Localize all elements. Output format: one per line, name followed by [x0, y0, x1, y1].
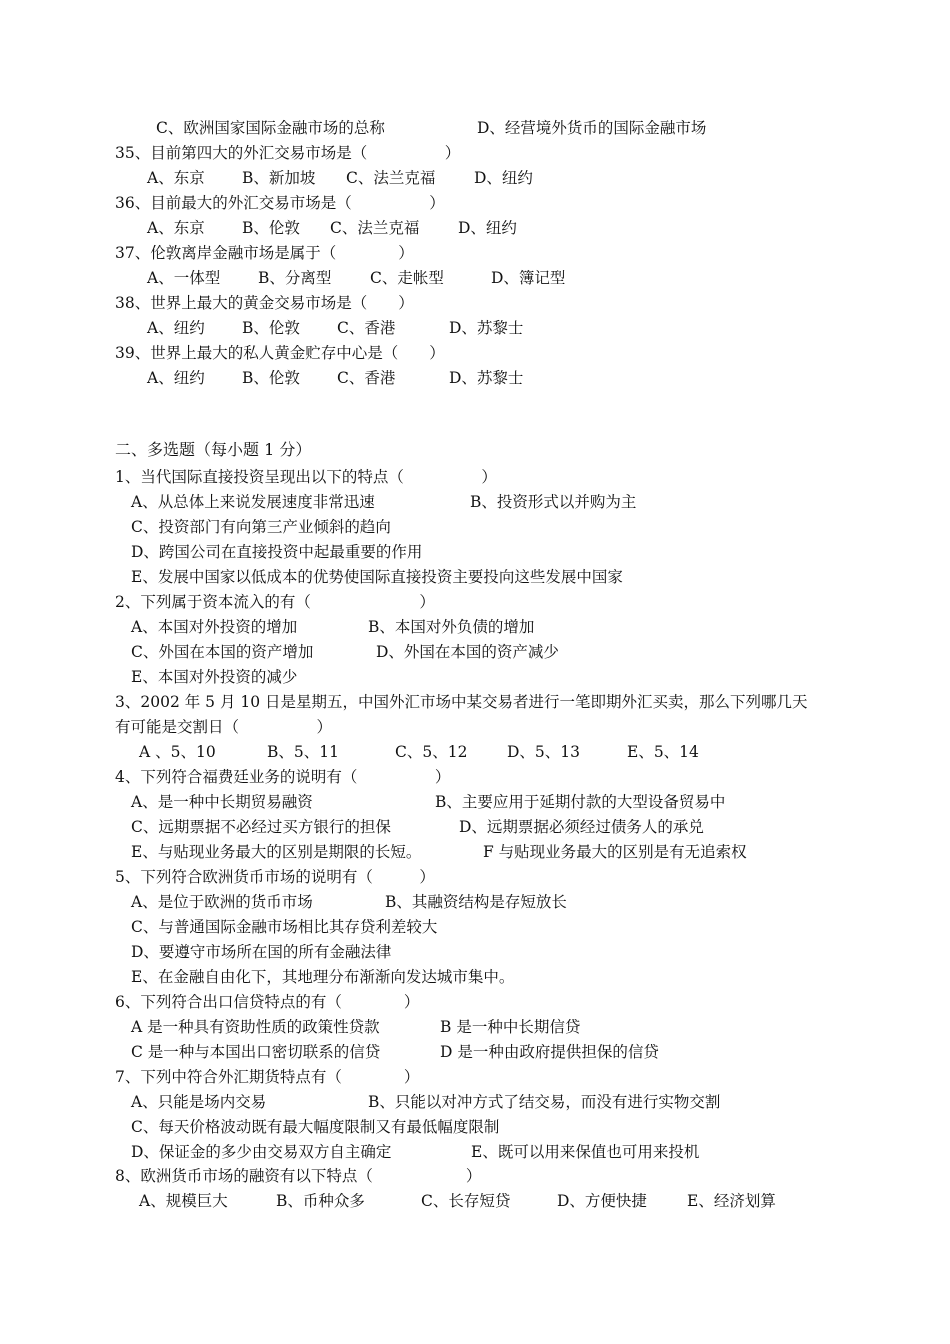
m6-option-b: B 是一种中长期信贷 [440, 1018, 581, 1036]
q34-option-d: D、经营境外货币的国际金融市场 [477, 119, 707, 137]
m7-option-a: A、只能是场内交易 [131, 1093, 267, 1111]
q35-option-a: A、东京 [147, 169, 205, 187]
m7-row-ab [0, 1092, 950, 1112]
m8-option-b: B、币种众多 [276, 1192, 365, 1210]
m2-option-e: E、本国对外投资的减少 [131, 668, 298, 686]
m4-row-ab [0, 792, 950, 812]
q37-option-d: D、簿记型 [491, 269, 566, 287]
q36-stem: 36、目前最大的外汇交易市场是（ ） [115, 194, 445, 212]
m7-stem: 7、下列中符合外汇期货特点有（ ） [115, 1068, 420, 1086]
q38-option-c: C、香港 [337, 319, 396, 337]
m8-stem: 8、欧洲货币市场的融资有以下特点（ ） [115, 1167, 482, 1185]
q39-stem: 39、世界上最大的私人黄金贮存中心是（ ） [115, 344, 445, 362]
m7-option-d: D、保证金的多少由交易双方自主确定 [131, 1143, 392, 1161]
m3-option-e: E、5、14 [627, 743, 699, 761]
m2-row-cd [0, 642, 950, 662]
m7-row-de [0, 1142, 950, 1162]
m2-stem: 2、下列属于资本流入的有（ ） [115, 593, 435, 611]
m7-option-c: C、每天价格波动既有最大幅度限制又有最低幅度限制 [131, 1118, 500, 1136]
q36-options-row [0, 218, 950, 238]
m2-option-c: C、外国在本国的资产增加 [131, 643, 314, 661]
m1-option-c: C、投资部门有向第三产业倾斜的趋向 [131, 518, 391, 536]
m4-row-ef [0, 842, 950, 862]
m6-stem: 6、下列符合出口信贷特点的有（ ） [115, 993, 420, 1011]
m1-option-e: E、发展中国家以低成本的优势使国际直接投资主要投向这些发展中国家 [131, 568, 623, 586]
q38-option-d: D、苏黎士 [449, 319, 524, 337]
m4-option-f: F 与贴现业务最大的区别是有无追索权 [483, 843, 747, 861]
q37-stem: 37、伦敦离岸金融市场是属于（ ） [115, 244, 414, 262]
m2-row-ab [0, 617, 950, 637]
m4-stem: 4、下列符合福费廷业务的说明有（ ） [115, 768, 451, 786]
q38-option-a: A、纽约 [147, 319, 205, 337]
m1-option-b: B、投资形式以并购为主 [470, 493, 637, 511]
m5-option-d: D、要遵守市场所在国的所有金融法律 [131, 943, 392, 961]
m1-row-ab [0, 492, 950, 512]
m1-option-d: D、跨国公司在直接投资中起最重要的作用 [131, 543, 423, 561]
q36-option-c: C、法兰克福 [330, 219, 420, 237]
q37-option-a: A、一体型 [147, 269, 221, 287]
q34-option-c: C、欧洲国家国际金融市场的总称 [156, 119, 385, 137]
m4-option-b: B、主要应用于延期付款的大型设备贸易中 [435, 793, 726, 811]
m3-option-b: B、5、11 [267, 743, 339, 761]
q35-option-b: B、新加坡 [242, 169, 316, 187]
q38-stem: 38、世界上最大的黄金交易市场是（ ） [115, 294, 414, 312]
q38-options-row [0, 318, 950, 338]
m5-option-b: B、其融资结构是存短放长 [385, 893, 567, 911]
q35-options-row [0, 168, 950, 188]
q39-option-b: B、伦敦 [242, 369, 300, 387]
q37-options-row [0, 268, 950, 288]
m8-options-row [0, 1191, 950, 1211]
m3-option-d: D、5、13 [507, 743, 581, 761]
m4-option-e: E、与贴现业务最大的区别是期限的长短。 [131, 843, 422, 861]
m4-row-cd [0, 817, 950, 837]
q35-stem: 35、目前第四大的外汇交易市场是（ ） [115, 144, 461, 162]
m4-option-a: A、是一种中长期贸易融资 [131, 793, 313, 811]
m3-option-a: A 、5、10 [139, 743, 216, 761]
m8-option-e: E、经济划算 [687, 1192, 776, 1210]
m3-stem-line2: 有可能是交割日（ ） [115, 718, 333, 736]
m3-options-row [0, 742, 950, 762]
m2-option-a: A、本国对外投资的增加 [131, 618, 298, 636]
m5-option-c: C、与普通国际金融市场相比其存贷利差较大 [131, 918, 438, 936]
q39-option-c: C、香港 [337, 369, 396, 387]
q36-option-b: B、伦敦 [242, 219, 300, 237]
q39-option-a: A、纽约 [147, 369, 205, 387]
m4-option-d: D、远期票据必须经过债务人的承兑 [459, 818, 704, 836]
m2-option-d: D、外国在本国的资产减少 [376, 643, 559, 661]
m1-stem: 1、当代国际直接投资呈现出以下的特点（ ） [115, 468, 497, 486]
q34-options-row [0, 118, 950, 138]
q36-option-d: D、纽约 [458, 219, 517, 237]
m2-option-b: B、本国对外负债的增加 [368, 618, 535, 636]
section-heading: 二、多选题（每小题 1 分） [115, 440, 312, 459]
q35-option-c: C、法兰克福 [346, 169, 436, 187]
q39-options-row [0, 368, 950, 388]
m6-row-ab [0, 1017, 950, 1037]
m7-option-b: B、只能以对冲方式了结交易，而没有进行实物交割 [368, 1093, 721, 1111]
m6-row-cd [0, 1042, 950, 1062]
m5-option-e: E、在金融自由化下，其地理分布渐渐向发达城市集中。 [131, 968, 515, 986]
m3-option-c: C、5、12 [395, 743, 468, 761]
m6-option-d: D 是一种由政府提供担保的信贷 [440, 1043, 659, 1061]
m1-option-a: A、从总体上来说发展速度非常迅速 [131, 493, 375, 511]
m6-option-c: C 是一种与本国出口密切联系的信贷 [131, 1043, 381, 1061]
q37-option-c: C、走帐型 [370, 269, 444, 287]
q39-option-d: D、苏黎士 [449, 369, 524, 387]
m8-option-a: A、规模巨大 [139, 1192, 228, 1210]
m5-option-a: A、是位于欧洲的货币市场 [131, 893, 313, 911]
m5-row-ab [0, 892, 950, 912]
q37-option-b: B、分离型 [258, 269, 332, 287]
m8-option-d: D、方便快捷 [557, 1192, 647, 1210]
m8-option-c: C、长存短贷 [421, 1192, 511, 1210]
m4-option-c: C、远期票据不必经过买方银行的担保 [131, 818, 391, 836]
m6-option-a: A 是一种具有资助性质的政策性贷款 [131, 1018, 380, 1036]
q36-option-a: A、东京 [147, 219, 205, 237]
q35-option-d: D、纽约 [474, 169, 533, 187]
q38-option-b: B、伦敦 [242, 319, 300, 337]
m7-option-e: E、既可以用来保值也可用来投机 [471, 1143, 700, 1161]
m3-stem-line1: 3、2002 年 5 月 10 日是星期五，中国外汇市场中某交易者进行一笔即期外汇买卖，那么下列哪几天 [115, 693, 808, 711]
m5-stem: 5、下列符合欧洲货币市场的说明有（ ） [115, 868, 435, 886]
